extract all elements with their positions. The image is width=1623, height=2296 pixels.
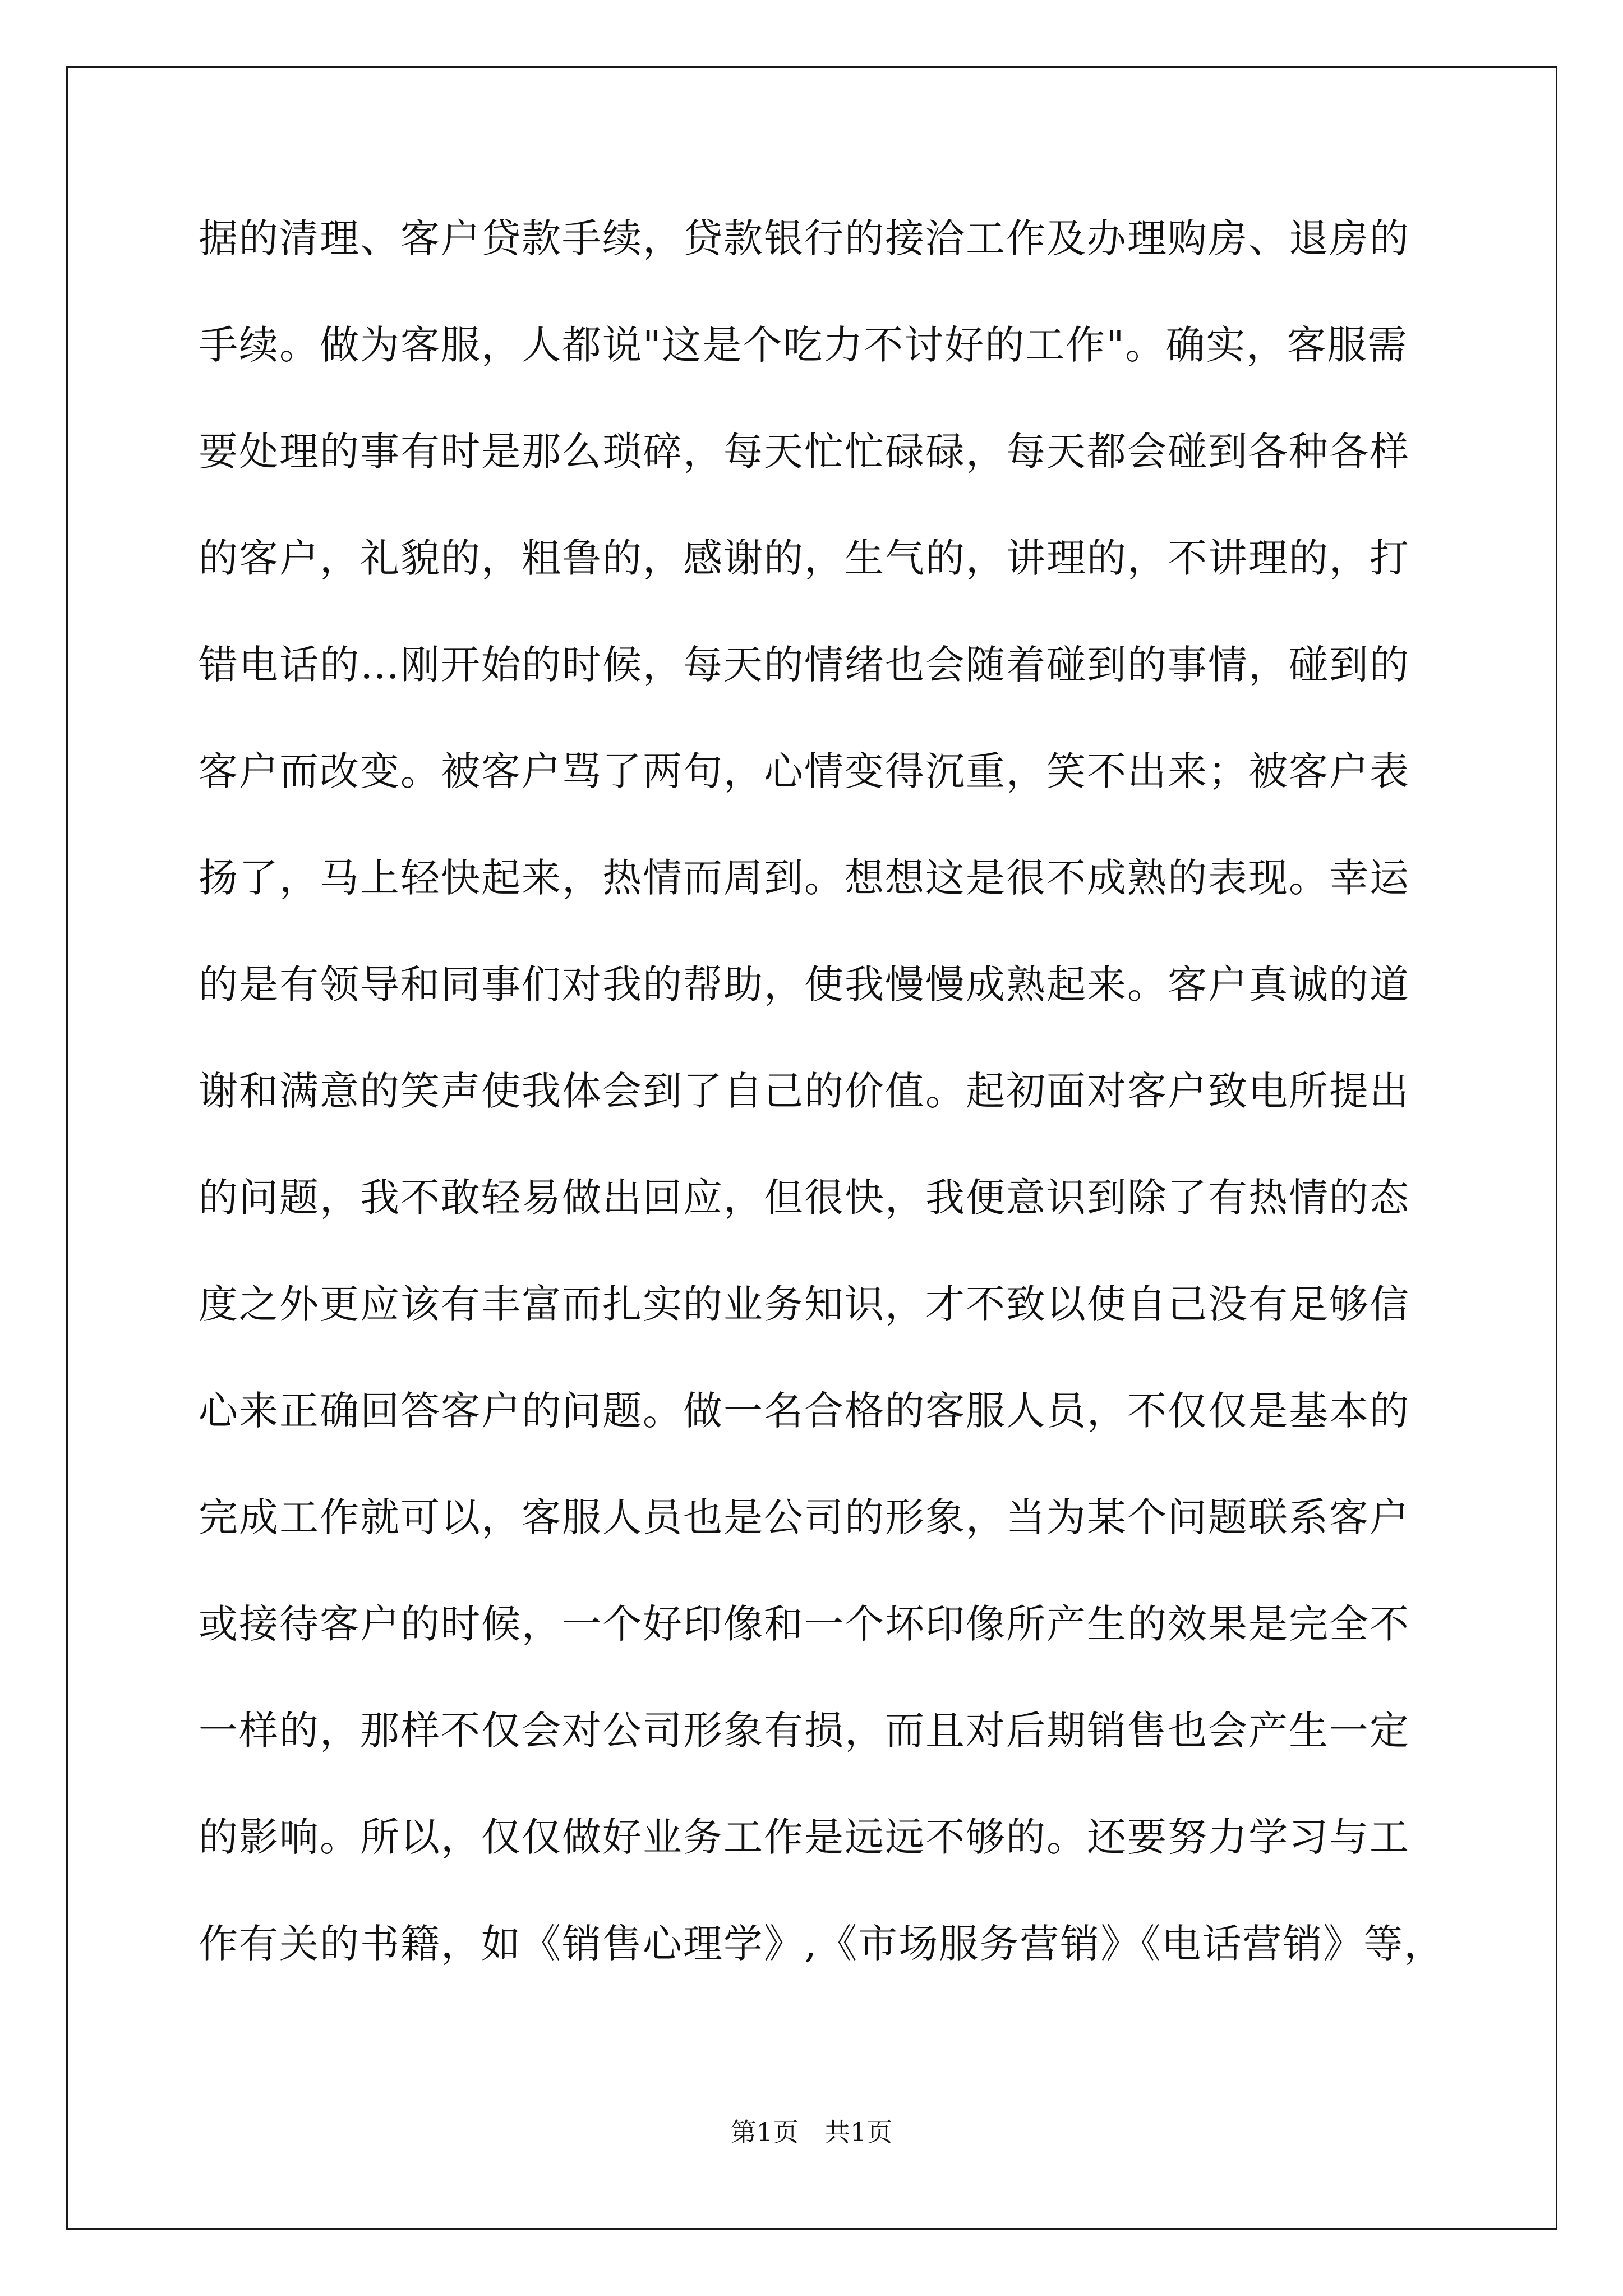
text-line: 度之外更应该有丰富而扎实的业务知识，才不致以使自己没有足够信 [199, 1281, 1410, 1327]
text-line: 的客户，礼貌的，粗鲁的，感谢的，生气的，讲理的，不讲理的，打 [199, 535, 1410, 581]
text-line: 客户而改变。被客户骂了两句，心情变得沉重，笑不出来；被客户表 [199, 748, 1410, 794]
text-line: 的是有领导和同事们对我的帮助，使我慢慢成熟起来。客户真诚的道 [199, 961, 1410, 1007]
text-line: 据的清理、客户贷款手续，贷款银行的接洽工作及办理购房、退房的 [199, 215, 1410, 261]
text-line: 心来正确回答客户的问题。做一名合格的客服人员，不仅仅是基本的 [199, 1388, 1410, 1434]
text-line: 要处理的事有时是那么琐碎，每天忙忙碌碌，每天都会碰到各种各样 [199, 429, 1410, 475]
text-line: 的影响。所以，仅仅做好业务工作是远远不够的。还要努力学习与工 [199, 1814, 1410, 1860]
body-text [199, 215, 1455, 2031]
page-footer: 第1页 共1页 [730, 2117, 893, 2147]
text-line: 谢和满意的笑声使我体会到了自己的价值。起初面对客户致电所提出 [199, 1068, 1410, 1114]
text-line: 的问题，我不敢轻易做出回应，但很快，我便意识到除了有热情的态 [199, 1175, 1410, 1221]
text-line: 完成工作就可以，客服人员也是公司的形象，当为某个问题联系客户 [199, 1494, 1410, 1540]
text-line: 一样的，那样不仅会对公司形象有损，而且对后期销售也会产生一定 [199, 1708, 1410, 1754]
text-line: 作有关的书籍，如《销售心理学》,《市场服务营销》《电话营销》等， [199, 1921, 1445, 1967]
text-line: 或接待客户的时候，一个好印像和一个坏印像所产生的效果是完全不 [199, 1601, 1410, 1647]
text-line: 手续。做为客服，人都说"这是个吃力不讨好的工作"。确实，客服需 [199, 322, 1408, 368]
text-line: 错电话的…刚开始的时候，每天的情绪也会随着碰到的事情，碰到的 [199, 642, 1410, 688]
text-line: 扬了，马上轻快起来，热情而周到。想想这是很不成熟的表现。幸运 [199, 855, 1410, 901]
